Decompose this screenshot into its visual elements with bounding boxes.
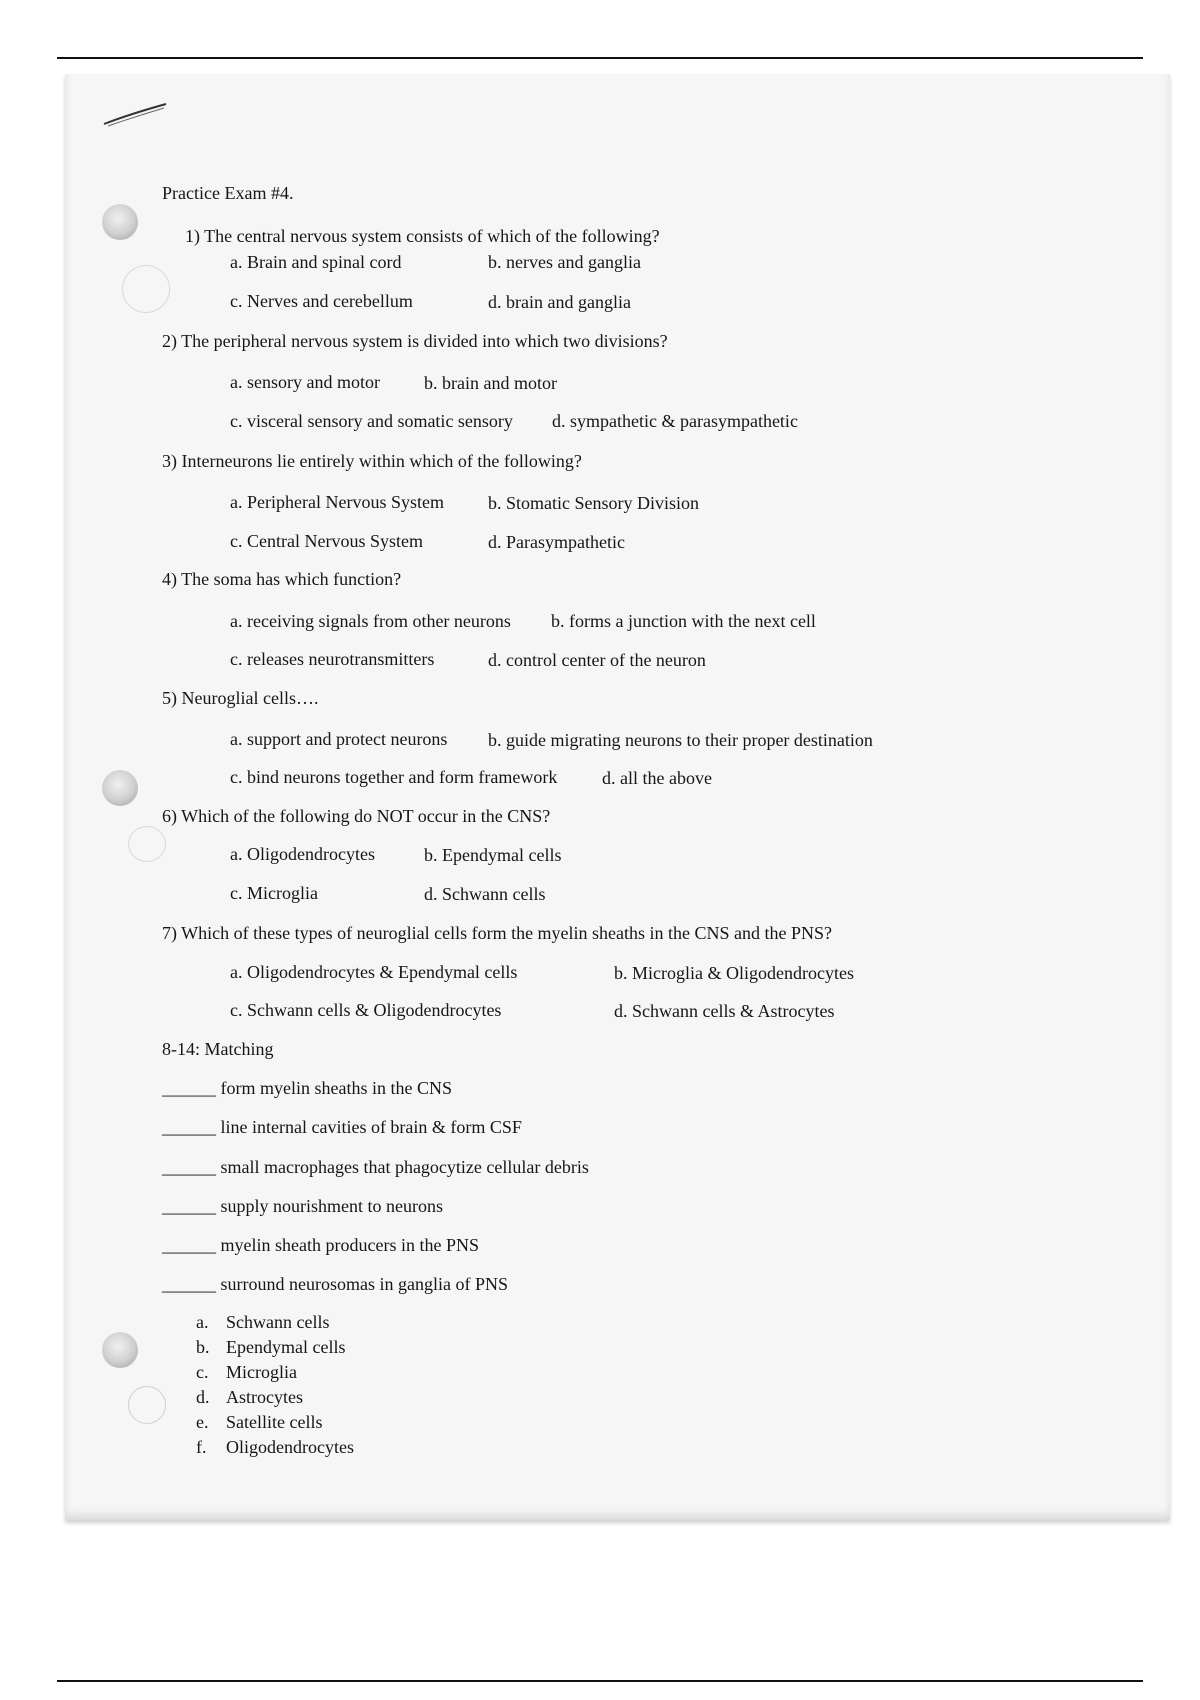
question-7-option-a: a. Oligodendrocytes & Ependymal cells — [230, 962, 518, 982]
question-3-option-d: d. Parasympathetic — [488, 532, 625, 552]
punch-hole-outline — [128, 1386, 166, 1424]
punch-hole — [102, 1332, 138, 1368]
answer-blank[interactable]: ______ — [162, 1235, 216, 1255]
question-4-option-b: b. forms a junction with the next cell — [551, 611, 816, 631]
choice-letter: b. — [196, 1337, 210, 1357]
question-4-option-c: c. releases neurotransmitters — [230, 649, 435, 669]
question-5-option-b: b. guide migrating neurons to their proper destination — [488, 730, 873, 750]
question-3-option-b: b. Stomatic Sensory Division — [488, 493, 699, 513]
choice-letter: e. — [196, 1412, 209, 1432]
punch-hole-outline — [128, 826, 166, 862]
answer-blank[interactable]: ______ — [162, 1196, 216, 1216]
pen-mark — [100, 100, 170, 130]
question-4-option-d: d. control center of the neuron — [488, 650, 706, 670]
top-rule — [57, 57, 1143, 59]
choice-letter: c. — [196, 1362, 209, 1382]
matching-item-text: form myelin sheaths in the CNS — [220, 1078, 452, 1098]
question-6-option-c: c. Microglia — [230, 883, 318, 903]
question-7-option-c: c. Schwann cells & Oligodendrocytes — [230, 1000, 502, 1020]
question-1-option-b: b. nerves and ganglia — [488, 252, 641, 272]
bottom-rule — [57, 1680, 1143, 1682]
question-6-stem: 6) Which of the following do NOT occur in the CNS? — [162, 806, 551, 826]
choice-letter: d. — [196, 1387, 210, 1407]
question-2-option-c: c. visceral sensory and somatic sensory — [230, 411, 513, 431]
matching-item-text: surround neurosomas in ganglia of PNS — [220, 1274, 508, 1294]
question-2-option-d: d. sympathetic & parasympathetic — [552, 411, 798, 431]
matching-row — [162, 1234, 479, 1256]
choice-text: Astrocytes — [226, 1387, 303, 1407]
punch-hole — [102, 770, 138, 806]
answer-blank[interactable]: ______ — [162, 1274, 216, 1294]
page-title: Practice Exam #4. — [162, 183, 294, 203]
matching-row — [162, 1156, 589, 1178]
punch-hole-outline — [122, 265, 170, 313]
choice-text: Satellite cells — [226, 1412, 323, 1432]
question-2-option-a: a. sensory and motor — [230, 372, 380, 392]
answer-blank[interactable]: ______ — [162, 1157, 216, 1177]
choice-letter: a. — [196, 1312, 209, 1332]
question-7-stem: 7) Which of these types of neuroglial cells form the myelin sheaths in the CNS and the PNS? — [162, 923, 833, 943]
question-6-option-d: d. Schwann cells — [424, 884, 546, 904]
question-6-option-b: b. Ependymal cells — [424, 845, 562, 865]
answer-blank[interactable]: ______ — [162, 1078, 216, 1098]
punch-hole — [102, 204, 138, 240]
choice-letter: f. — [196, 1437, 207, 1457]
question-5-option-d: d. all the above — [602, 768, 712, 788]
question-5-option-c: c. bind neurons together and form framework — [230, 767, 558, 787]
matching-item-text: line internal cavities of brain & form CSF — [220, 1117, 522, 1137]
question-3-option-c: c. Central Nervous System — [230, 531, 423, 551]
question-7-option-b: b. Microglia & Oligodendrocytes — [614, 963, 854, 983]
matching-row — [162, 1273, 508, 1295]
matching-row — [162, 1077, 452, 1099]
matching-row — [162, 1195, 443, 1217]
matching-heading: 8-14: Matching — [162, 1039, 274, 1059]
question-7-option-d: d. Schwann cells & Astrocytes — [614, 1001, 835, 1021]
question-1-stem: 1) The central nervous system consists of which of the following? — [185, 226, 660, 246]
matching-item-text: myelin sheath producers in the PNS — [220, 1235, 479, 1255]
question-5-stem: 5) Neuroglial cells…. — [162, 688, 319, 708]
question-1-option-d: d. brain and ganglia — [488, 292, 631, 312]
choice-text: Microglia — [226, 1362, 297, 1382]
matching-row — [162, 1116, 522, 1138]
matching-item-text: small macrophages that phagocytize cellular debris — [220, 1157, 589, 1177]
question-1-option-c: c. Nerves and cerebellum — [230, 291, 413, 311]
question-3-option-a: a. Peripheral Nervous System — [230, 492, 444, 512]
question-6-option-a: a. Oligodendrocytes — [230, 844, 375, 864]
matching-item-text: supply nourishment to neurons — [220, 1196, 443, 1216]
question-2-option-b: b. brain and motor — [424, 373, 557, 393]
choice-text: Schwann cells — [226, 1312, 330, 1332]
question-3-stem: 3) Interneurons lie entirely within which of the following? — [162, 451, 582, 471]
choice-text: Oligodendrocytes — [226, 1437, 354, 1457]
question-5-option-a: a. support and protect neurons — [230, 729, 448, 749]
choice-text: Ependymal cells — [226, 1337, 346, 1357]
question-1-option-a: a. Brain and spinal cord — [230, 252, 402, 272]
question-2-stem: 2) The peripheral nervous system is divided into which two divisions? — [162, 331, 668, 351]
question-4-option-a: a. receiving signals from other neurons — [230, 611, 511, 631]
answer-blank[interactable]: ______ — [162, 1117, 216, 1137]
question-4-stem: 4) The soma has which function? — [162, 569, 402, 589]
